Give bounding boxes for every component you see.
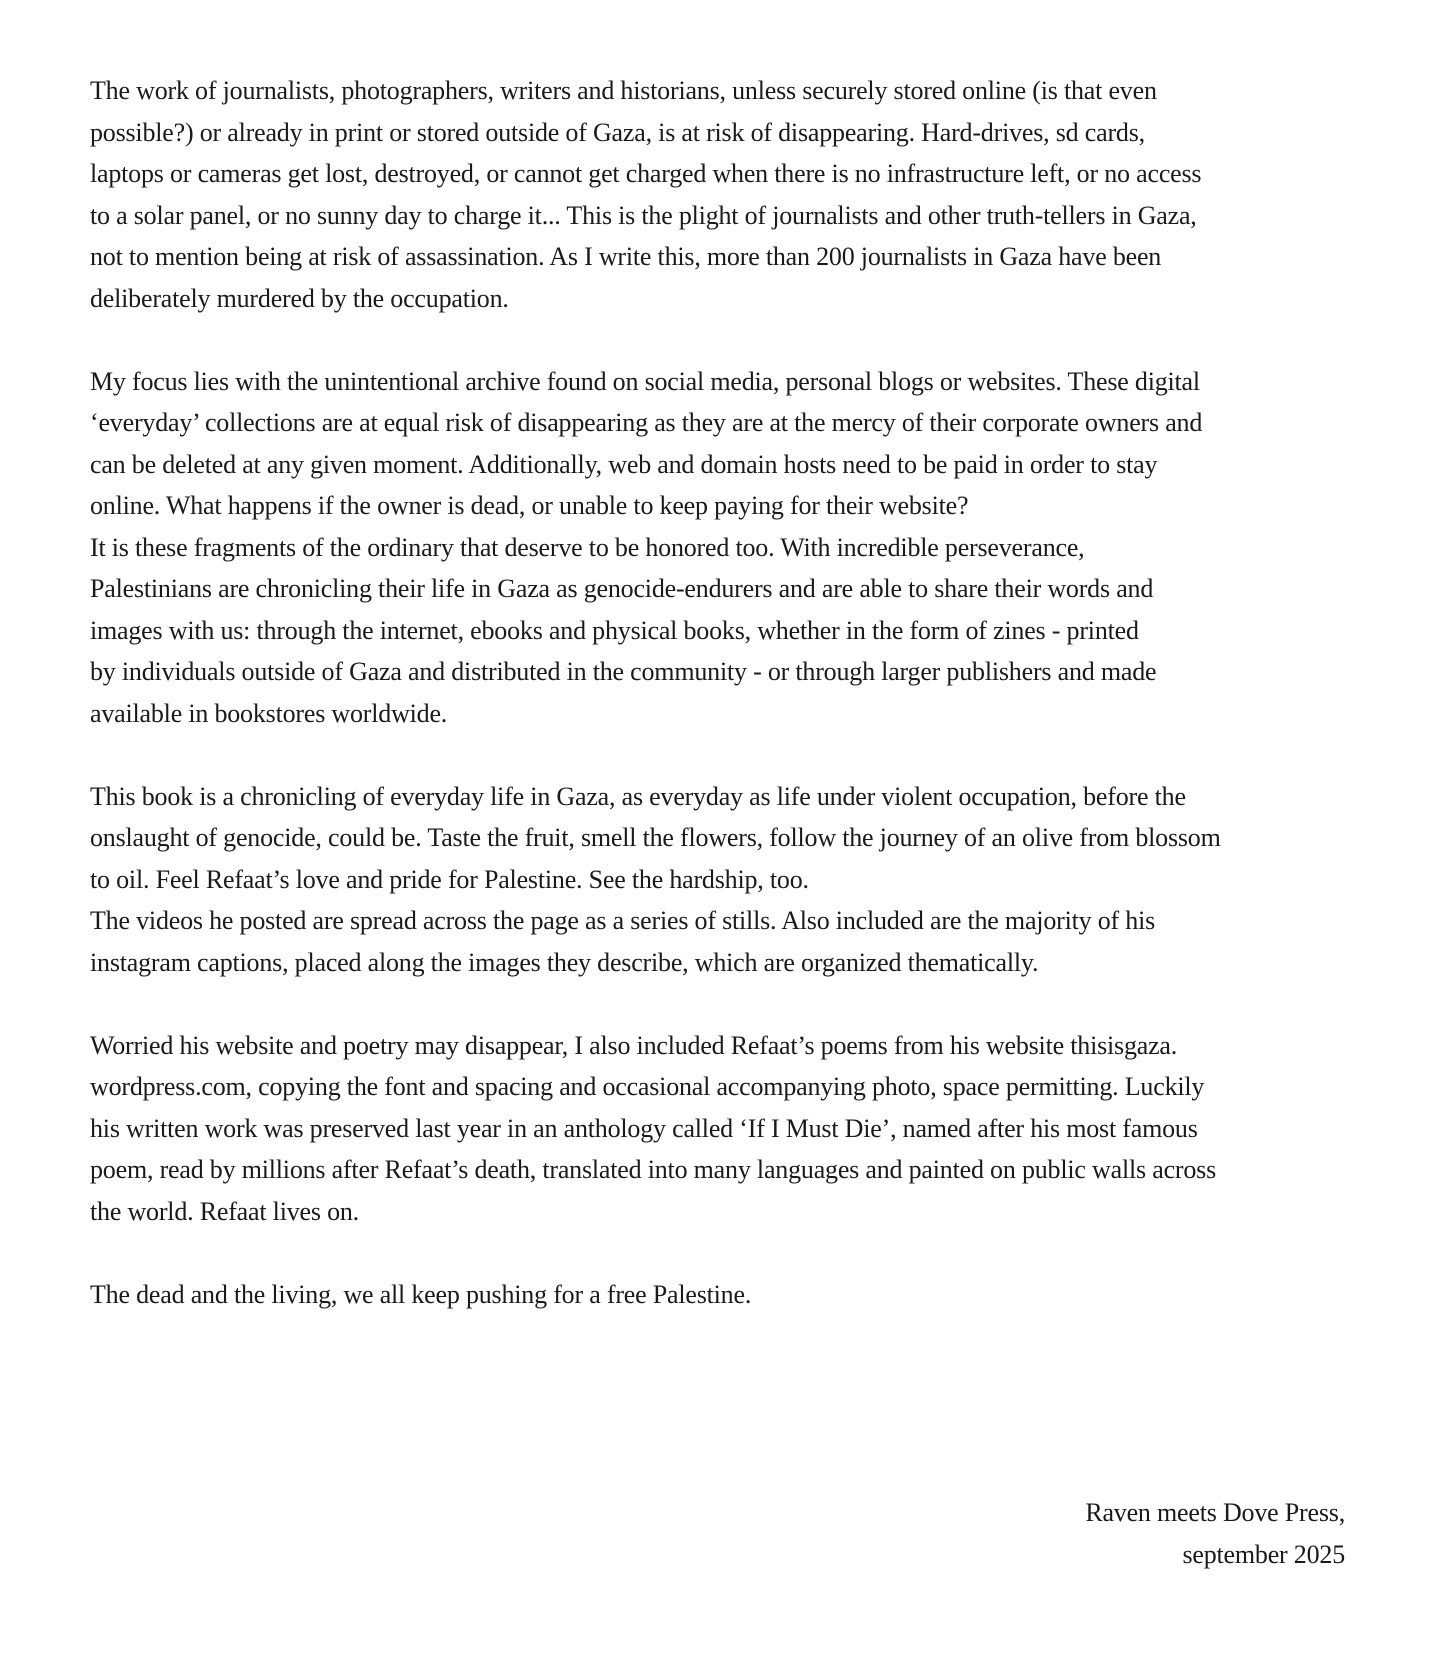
paragraph — [90, 776, 1345, 984]
text-line: to a solar panel, or no sunny day to charge it... This is the plight of journalists and other truth-tellers in Gaza, — [90, 200, 1197, 230]
text-line: The dead and the living, we all keep pushing for a free Palestine. — [90, 1279, 752, 1309]
colophon — [90, 1492, 1345, 1575]
text-line: can be deleted at any given moment. Additionally, web and domain hosts need to be paid in order to stay — [90, 449, 1158, 479]
text-line: onslaught of genocide, could be. Taste the fruit, smell the flowers, follow the journey of an olive from blossom — [90, 823, 1221, 852]
text-line: laptops or cameras get lost, destroyed, or cannot get charged when there is no infrastructure left, or no access — [90, 159, 1202, 188]
text-line: Worried his website and poetry may disappear, I also included Refaat’s poems from his website thisisgaza. — [90, 1030, 1178, 1060]
text-line: online. What happens if the owner is dead, or unable to keep paying for their website? — [90, 491, 969, 520]
preface-body — [90, 70, 1345, 1315]
text-line: It is these fragments of the ordinary that deserve to be honored too. With incredible perseverance, — [90, 532, 1085, 562]
text-line: deliberately murdered by the occupation. — [90, 283, 509, 313]
text-line: poem, read by millions after Refaat’s death, translated into many languages and painted on public walls across — [90, 1155, 1216, 1184]
text-line: instagram captions, placed along the images they describe, which are organized thematically. — [90, 947, 1039, 977]
text-line: The videos he posted are spread across the page as a series of stills. Also included are the majority of his — [90, 906, 1156, 935]
text-line: his written work was preserved last year in an anthology called ‘If I Must Die’, named after his most famous — [90, 1113, 1198, 1143]
text-line: the world. Refaat lives on. — [90, 1196, 359, 1226]
text-line: by individuals outside of Gaza and distributed in the community - or through larger publishers and made — [90, 657, 1157, 686]
paragraph — [90, 361, 1345, 735]
text-line: wordpress.com, copying the font and spacing and occasional accompanying photo, space permitting. Luckily — [90, 1072, 1205, 1101]
text-line: possible?) or already in print or stored outside of Gaza, is at risk of disappearing. Hard-drives, sd cards, — [90, 117, 1145, 147]
text-line: Palestinians are chronicling their life in Gaza as genocide-endurers and are able to share their words and — [90, 574, 1154, 603]
text-line: images with us: through the internet, ebooks and physical books, whether in the form of zines - printed — [90, 615, 1139, 645]
text-line: available in bookstores worldwide. — [90, 698, 448, 728]
paragraph — [90, 1025, 1345, 1233]
text-line: The work of journalists, photographers, writers and historians, unless securely stored online (is that even — [90, 76, 1157, 105]
text-line: This book is a chronicling of everyday life in Gaza, as everyday as life under violent occupation, before the — [90, 781, 1186, 811]
text-line: ‘everyday’ collections are at equal risk of disappearing as they are at the mercy of their corporate owners and — [90, 408, 1203, 437]
paragraph — [90, 70, 1345, 319]
text-line: to oil. Feel Refaat’s love and pride for Palestine. See the hardship, too. — [90, 864, 809, 894]
text-line: not to mention being at risk of assassination. As I write this, more than 200 journalists in Gaza have been — [90, 242, 1162, 271]
publisher-name: Raven meets Dove Press, — [1085, 1498, 1345, 1527]
publication-date: september 2025 — [1182, 1539, 1345, 1569]
paragraph — [90, 1274, 1345, 1316]
text-line: My focus lies with the unintentional archive found on social media, personal blogs or websites. These digital — [90, 366, 1200, 396]
